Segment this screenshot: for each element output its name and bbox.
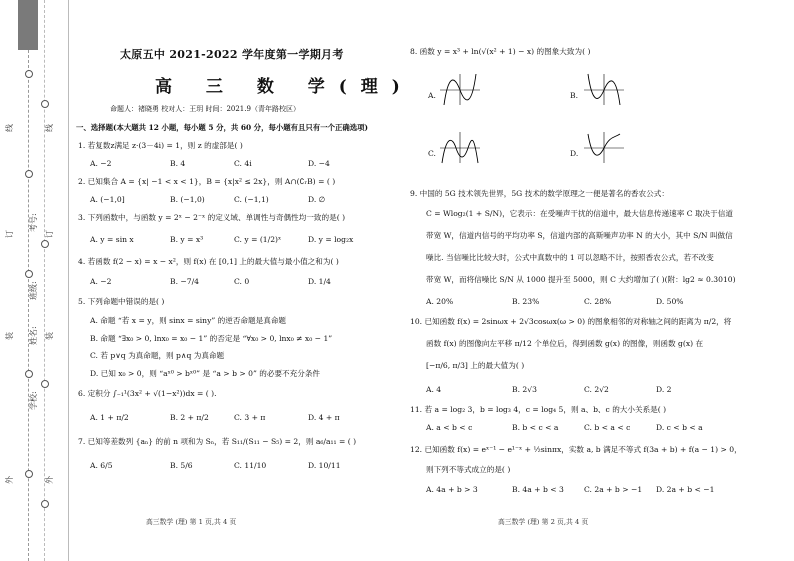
question-7: 7. 已知等差数列 {aₙ} 的前 n 项和为 Sₙ，若 S₁₁/(S₁₁ − S₅) = 2，则 a₆/a₁₁ = ( ) — [78, 437, 357, 446]
q8-graph-a — [438, 72, 482, 106]
seal-word: 线 — [45, 124, 54, 132]
q7-option-a[interactable]: A. 6/5 — [90, 461, 113, 470]
seal-word: 装 — [45, 332, 54, 340]
seal-word: 线 — [5, 124, 14, 132]
q7-option-c[interactable]: C. 11/10 — [234, 461, 267, 470]
q12-option-c[interactable]: C. 2a + b > −1 — [584, 485, 643, 494]
q9-option-c[interactable]: C. 28% — [584, 297, 612, 306]
seal-hole — [25, 270, 33, 278]
q9-option-a[interactable]: A. 20% — [426, 297, 454, 306]
question-10-line-2: 函数 f(x) 的图像向左平移 π/12 个单位后，得到函数 g(x) 的图像，则函数 g(x) 在 — [426, 339, 704, 348]
question-9: 9. 中国的 5G 技术领先世界，5G 技术的数学原理之一便是著名的香农公式： — [410, 189, 669, 198]
q8-graph-c — [438, 130, 482, 164]
page-footer-right: 高三数学 (理) 第 2 页,共 4 页 — [498, 518, 589, 526]
exam-subtitle: 高 三 数 学(理) — [155, 77, 414, 97]
q9-option-b[interactable]: B. 23% — [512, 297, 540, 306]
q8-option-b[interactable]: B. — [570, 91, 578, 100]
q5-option-c[interactable]: C. 若 p∨q 为真命题，则 p∧q 为真命题 — [90, 351, 225, 360]
q1-option-a[interactable]: A. −2 — [90, 159, 112, 168]
question-4: 4. 若函数 f(2 − x) = x − x²，则 f(x) 在 [0,1] 上的最大值与最小值之和为( ) — [78, 257, 339, 266]
seal-word: 外 — [45, 476, 54, 484]
q10-option-b[interactable]: B. 2√3 — [512, 385, 537, 394]
question-3: 3. 下列函数中，与函数 y = 2ˣ − 2⁻ˣ 的定义域、单调性与奇偶性均一致的是( ) — [78, 213, 346, 222]
q6-option-a[interactable]: A. 1 + π/2 — [90, 413, 129, 422]
q8-option-a[interactable]: A. — [428, 91, 436, 100]
q12-option-a[interactable]: A. 4a + b > 3 — [426, 485, 478, 494]
seal-hole — [25, 470, 33, 478]
question-10: 10. 已知函数 f(x) = 2sinωx + 2√3cosωx(ω > 0) 的图象相邻的对称轴之间的距离为 π/2，将 — [410, 317, 732, 326]
question-10-line-3: [−π/6, π/3] 上的最大值为( ) — [426, 361, 525, 370]
q3-option-b[interactable]: B. y = x³ — [170, 235, 204, 244]
exam-title: 太原五中 2021-2022 学年度第一学期月考 — [120, 48, 344, 61]
q2-option-a[interactable]: A. (−1,0] — [90, 195, 125, 204]
seal-hole — [41, 500, 49, 508]
seal-word: 订 — [45, 230, 54, 238]
seal-hole — [41, 240, 49, 248]
field-class[interactable]: 班级: — [29, 281, 38, 300]
question-5: 5. 下列命题中错误的是( ) — [78, 297, 165, 306]
q2-option-c[interactable]: C. (−1,1) — [234, 195, 269, 204]
q3-option-d[interactable]: D. y = log₂x — [308, 235, 354, 244]
q6-option-c[interactable]: C. 3 + π — [234, 413, 266, 422]
q8-graph-b — [582, 72, 626, 106]
field-exam-number[interactable]: 考号: — [29, 213, 38, 232]
question-2: 2. 已知集合 A = {x| −1 < x < 1}，B = {x|x² ≤ 2x}，则 A∩(∁ᵣB) = ( ) — [78, 177, 336, 186]
q1-option-d[interactable]: D. −4 — [308, 159, 330, 168]
section-heading: 一、选择题(本大题共 12 小题，每小题 5 分，共 60 分，每小题有且只有一个正确选项) — [76, 123, 369, 132]
q5-option-b[interactable]: B. 命题 “∃x₀ > 0, lnx₀ = x₀ − 1” 的否定是 “∀x₀ > 0, lnx₀ ≠ x₀ − 1” — [90, 334, 333, 343]
seal-line-dashed — [28, 50, 29, 561]
q4-option-c[interactable]: C. 0 — [234, 277, 250, 286]
q2-option-d[interactable]: D. ∅ — [308, 195, 326, 204]
question-12: 12. 已知函数 f(x) = eˣ⁻¹ − e¹⁻ˣ + ½sinπx，实数 a, b 满足不等式 f(3a + b) + f(a − 1) > 0， — [410, 445, 742, 454]
q8-option-c[interactable]: C. — [428, 149, 436, 158]
q4-option-b[interactable]: B. −7/4 — [170, 277, 199, 286]
q11-option-d[interactable]: D. c < b < a — [656, 423, 703, 432]
q1-option-b[interactable]: B. 4 — [170, 159, 186, 168]
binding-strip — [18, 0, 38, 50]
q7-option-d[interactable]: D. 10/11 — [308, 461, 341, 470]
q11-option-b[interactable]: B. b < c < a — [512, 423, 559, 432]
q3-option-c[interactable]: C. y = (1/2)ˣ — [234, 235, 282, 244]
question-8: 8. 函数 y = x³ + ln(√(x² + 1) − x) 的图象大致为( ) — [410, 47, 591, 56]
q8-graph-d — [582, 130, 626, 164]
q4-option-d[interactable]: D. 1/4 — [308, 277, 331, 286]
binding-margin — [0, 0, 69, 561]
q12-option-b[interactable]: B. 4a + b < 3 — [512, 485, 564, 494]
question-11: 11. 若 a = log₂ 3，b = log₃ 4，c = log₄ 5，则 a、b、c 的大小关系是( ) — [410, 405, 667, 414]
seal-hole — [41, 100, 49, 108]
seal-hole — [25, 170, 33, 178]
q3-option-a[interactable]: A. y = sin x — [90, 235, 134, 244]
byline: 命题人：褚晓勇 校对人：王玥 时间：2021.9（青年路校区） — [110, 105, 300, 113]
q5-option-a[interactable]: A. 命题 “若 x = y，则 sinx = siny” 的逆否命题是真命题 — [90, 316, 287, 325]
q6-option-d[interactable]: D. 4 + π — [308, 413, 340, 422]
q5-option-d[interactable]: D. 已知 x₀ > 0，则 “aˣ⁰ > bˣ⁰” 是 “a > b > 0” 的必要不充分条件 — [90, 369, 321, 378]
q10-option-a[interactable]: A. 4 — [426, 385, 442, 394]
seal-word: 装 — [5, 332, 14, 340]
q11-option-a[interactable]: A. a < b < c — [426, 423, 473, 432]
q12-option-d[interactable]: D. 2a + b < −1 — [656, 485, 715, 494]
field-school[interactable]: 学校: — [29, 391, 38, 410]
q1-option-c[interactable]: C. 4i — [234, 159, 252, 168]
q11-option-c[interactable]: C. b < a < c — [584, 423, 631, 432]
field-name[interactable]: 姓名: — [29, 326, 38, 345]
q6-option-b[interactable]: B. 2 + π/2 — [170, 413, 209, 422]
q2-option-b[interactable]: B. (−1,0) — [170, 195, 205, 204]
page-footer-left: 高三数学 (理) 第 1 页,共 4 页 — [146, 518, 237, 526]
question-9-line-3: 带宽 W，信道内信号的平均功率 S，信道内部的高斯噪声功率 N 的大小，其中 S/N 叫做信 — [426, 231, 733, 240]
q9-option-d[interactable]: D. 50% — [656, 297, 684, 306]
q4-option-a[interactable]: A. −2 — [90, 277, 112, 286]
question-9-line-2: C = Wlog₂(1 + S/N)，它表示：在受噪声干扰的信道中，最大信息传递速率 C 取决于信道 — [426, 209, 733, 218]
question-9-line-5: 带宽 W，而将信噪比 S/N 从 1000 提升至 5000，则 C 大约增加了( )(附：lg2 ≈ 0.3010) — [426, 275, 736, 284]
question-9-line-4: 噪比. 当信噪比比较大时，公式中真数中的 1 可以忽略不计，按照香农公式，若不改变 — [426, 253, 714, 262]
seal-hole — [25, 70, 33, 78]
question-1: 1. 若复数z满足 z·(3－4i) = 1，则 z 的虚部是( ) — [78, 141, 243, 150]
q10-option-c[interactable]: C. 2√2 — [584, 385, 609, 394]
seal-word: 外 — [5, 476, 14, 484]
q8-option-d[interactable]: D. — [570, 149, 579, 158]
seal-hole — [41, 380, 49, 388]
question-6: 6. 定积分 ∫₋₁¹(3x² + √(1−x²))dx = ( ). — [78, 389, 217, 398]
q10-option-d[interactable]: D. 2 — [656, 385, 672, 394]
q7-option-b[interactable]: B. 5/6 — [170, 461, 193, 470]
seal-word: 订 — [5, 230, 14, 238]
question-12-line-2: 则下列不等式成立的是( ) — [426, 465, 511, 474]
seal-hole — [25, 370, 33, 378]
